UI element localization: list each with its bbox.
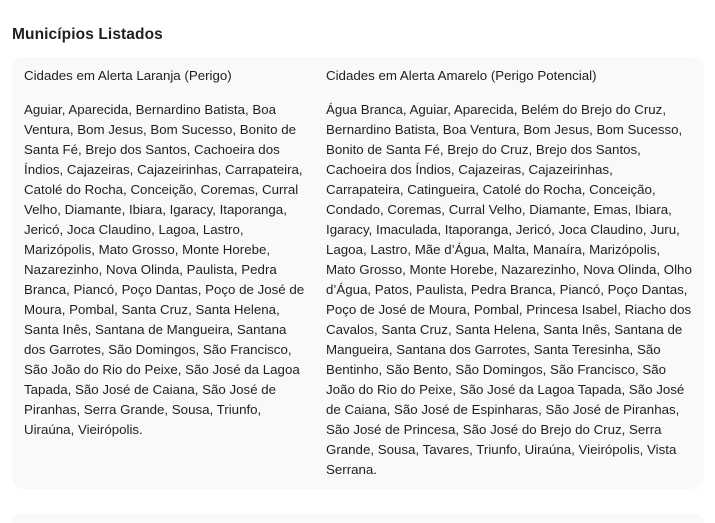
orange-alert-cities: Aguiar, Aparecida, Bernardino Batista, Boa Ventura, Bom Jesus, Bom Sucesso, Bonito de Santa Fé, Brejo dos Santos, Cachoeira dos Índios, Cajazeiras, Cajazeirinhas, Carrapateira, Catolé do Rocha, Conceição, Coremas, Curral Velho, Diamante, Ibiara, Igaracy, Itaporanga, Jericó, Joca Claudino, Lagoa, Lastro, Marizópolis, Mato Grosso, Monte Horebe, Nazarezinho, Nova Olinda, Paulista, Pedra Branca, Piancó, Poço Dantas, Poço de José de Moura, Pombal, Santa Cruz, Santa Helena, Santa Inês, Santana de Mangueira, Santana dos Garrotes, São Domingos, São Francisco, São João do Rio do Peixe, São José da Lagoa Tapada, São José de Caiana, São José de Piranhas, Serra Grande, Sousa, Triunfo, Uiraúna, Vieirópolis. (24, 102, 305, 437)
yellow-alert-cities: Água Branca, Aguiar, Aparecida, Belém do Brejo do Cruz, Bernardino Batista, Boa Ventura, Bom Jesus, Bom Sucesso, Bonito de Santa Fé, Brejo do Cruz, Brejo dos Santos, Cachoeira dos Índios, Cajazeiras, Cajazeirinhas, Carrapateira, Catingueira, Catolé do Rocha, Conceição, Condado, Coremas, Curral Velho, Diamante, Emas, Ibiara, Igaracy, Imaculada, Itaporanga, Jericó, Joca Claudino, Juru, Lagoa, Lastro, Mãe d’Água, Malta, Manaíra, Marizópolis, Mato Grosso, Monte Horebe, Nazarezinho, Nova Olinda, Olho d’Água, Patos, Paulista, Pedra Branca, Piancó, Poço Dantas, Poço de José de Moura, Pombal, Princesa Isabel, Riacho dos Cavalos, Santa Cruz, Santa Helena, Santa Inês, Santana de Mangueira, Santana dos Garrotes, Santa Teresinha, São Bentinho, São Bento, São Domingos, São Francisco, São João do Rio do Peixe, São José da Lagoa Tapada, São José de Caiana, São José de Espinharas, São José de Piranhas, São José de Princesa, São José do Brejo do Cruz, Serra Grande, Sousa, Tavares, Triunfo, Uiraúna, Vieirópolis, Vista Serrana. (326, 102, 692, 477)
next-section-edge (12, 514, 704, 523)
section-heading: Municípios Listados (12, 26, 163, 43)
orange-alert-header: Cidades em Alerta Laranja (Perigo) (24, 68, 232, 83)
municipalities-table (12, 57, 704, 489)
yellow-alert-header: Cidades em Alerta Amarelo (Perigo Potencial) (326, 68, 597, 83)
